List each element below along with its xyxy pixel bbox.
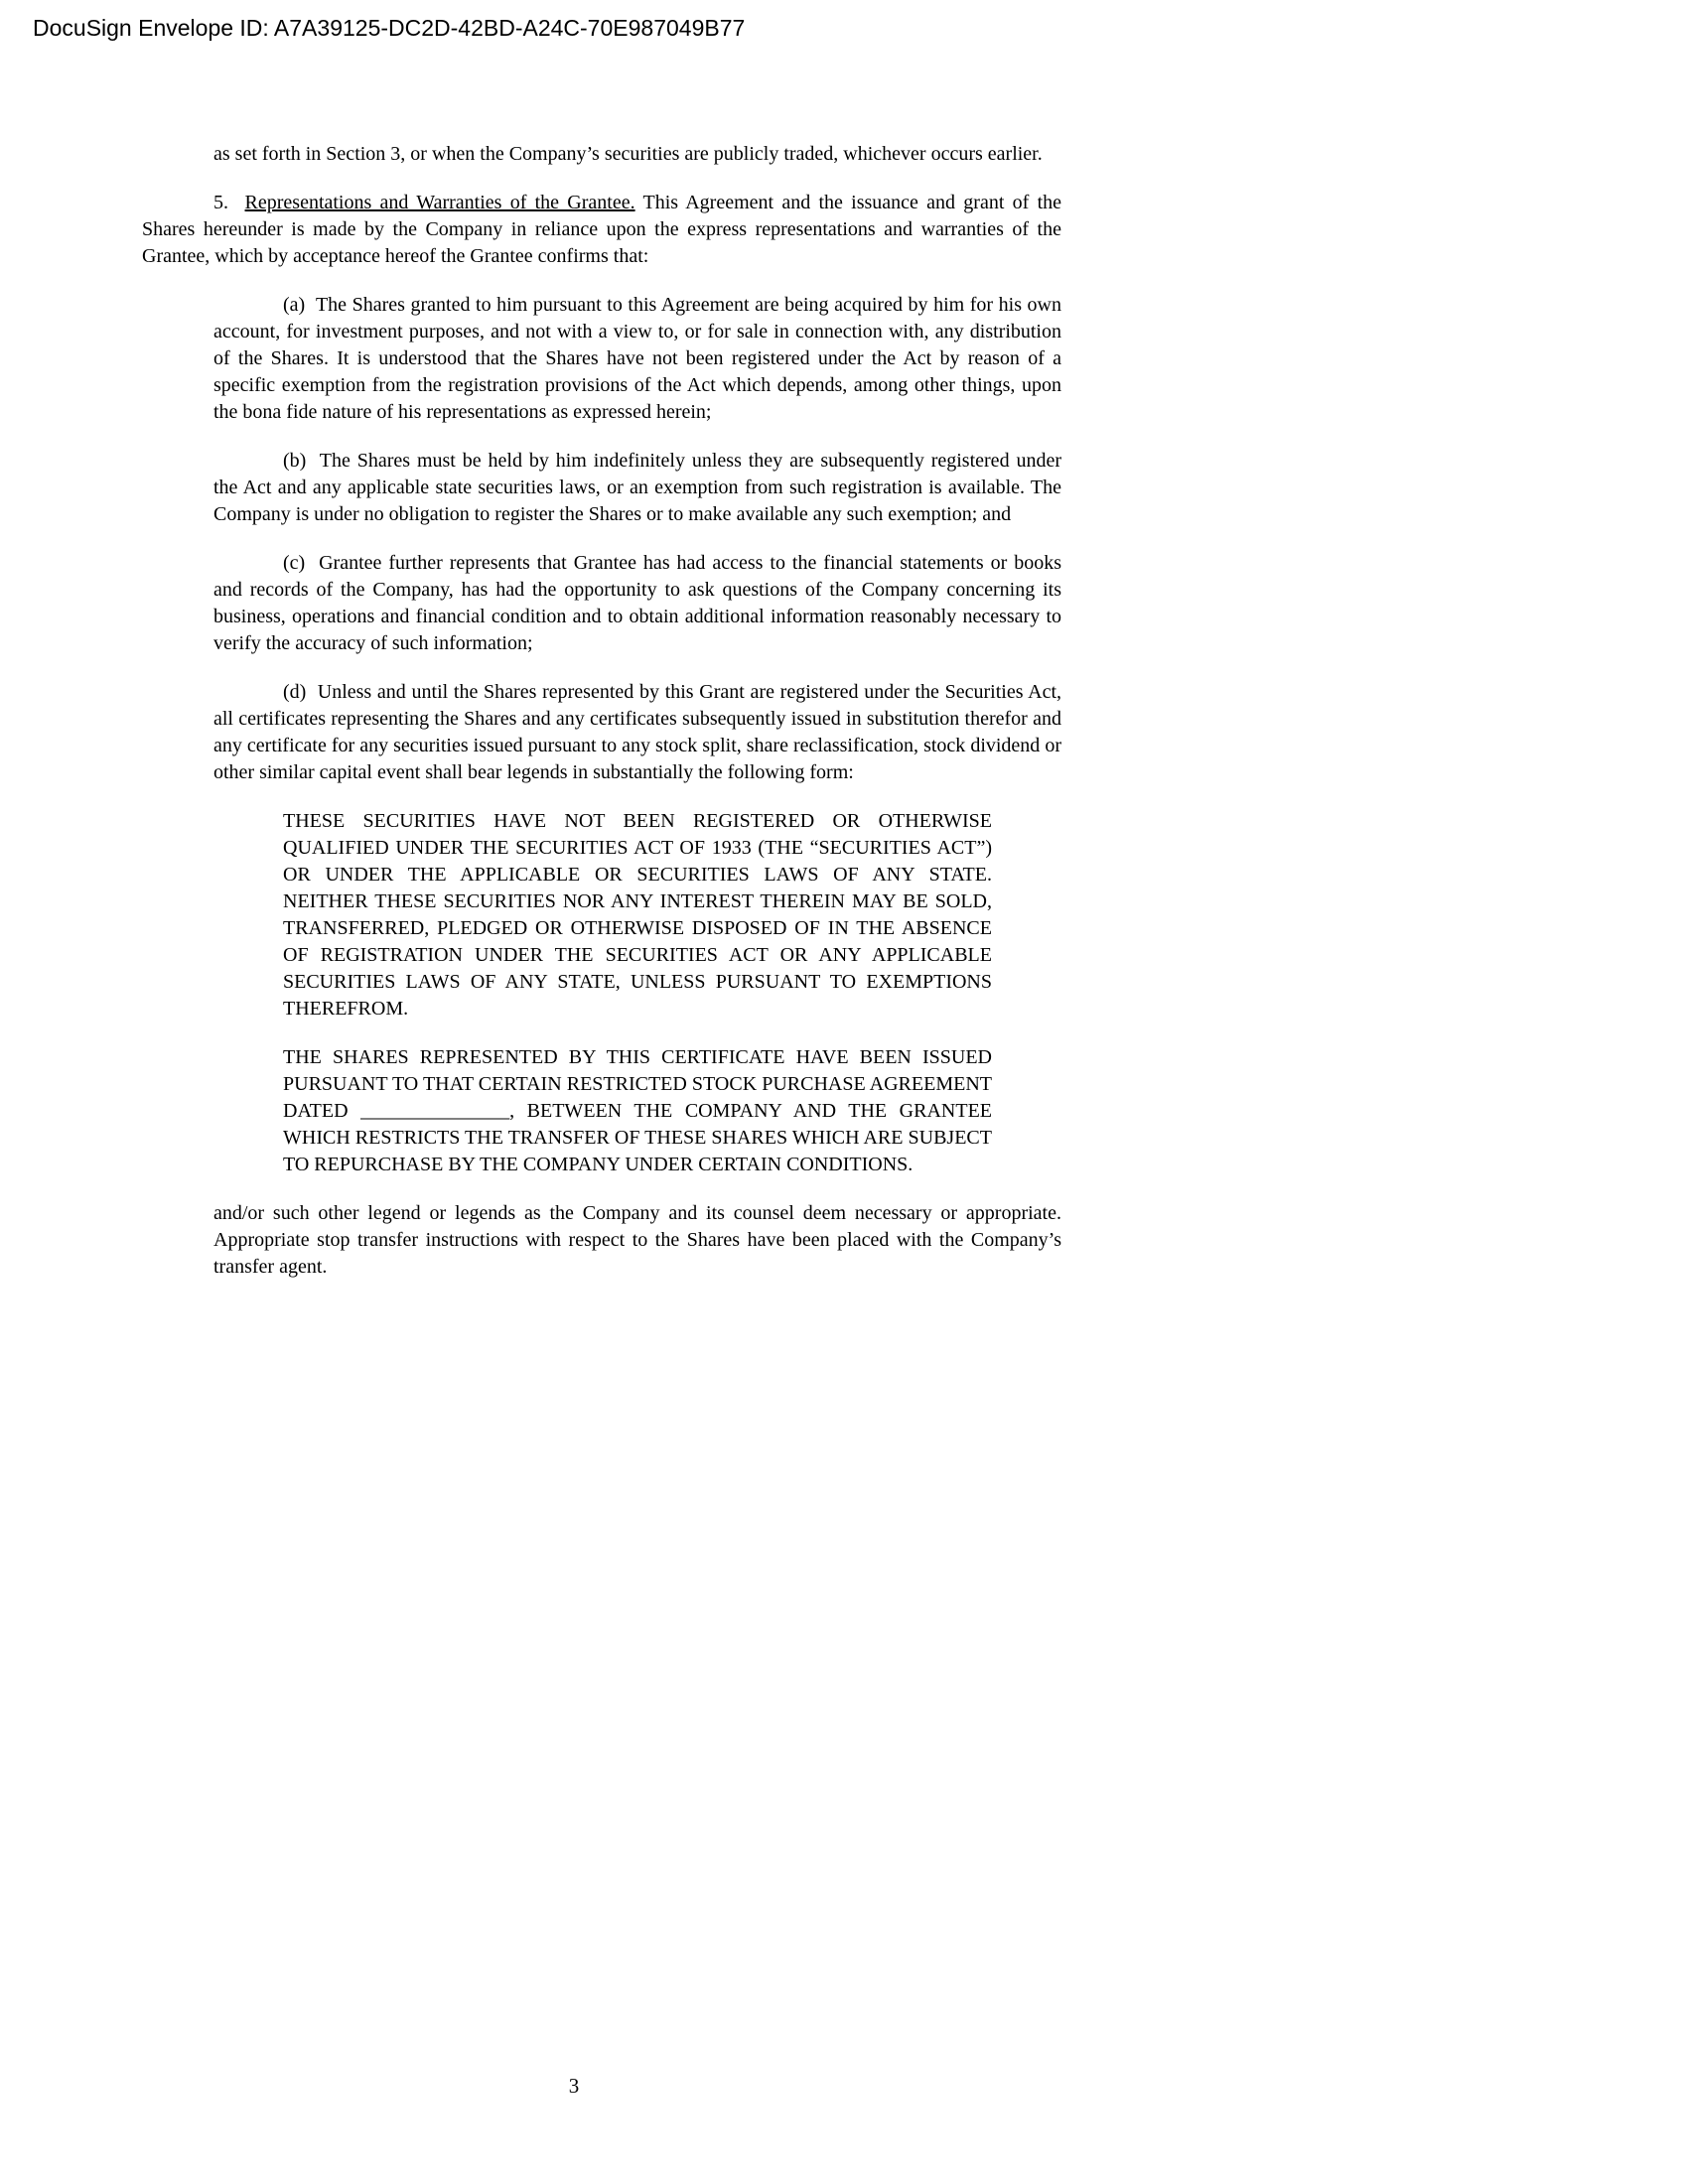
docusign-envelope-id: DocuSign Envelope ID: A7A39125-DC2D-42BD-A24C-70E987049B77: [33, 15, 746, 41]
subparagraph-b: [213, 448, 1061, 528]
subparagraph-d-label: (d): [283, 681, 307, 703]
subparagraph-d: [213, 679, 1061, 786]
subparagraph-c-label: (c): [283, 552, 306, 574]
section-5-lead-text: This Agreement and the issuance and grant of the Shares hereunder is made by the Company in reliance upon the express representations and warranties of the Grantee, which by acceptance hereof the Grantee confirms that:: [142, 192, 1061, 267]
securities-legend-2: THE SHARES REPRESENTED BY THIS CERTIFICATE HAVE BEEN ISSUED PURSUANT TO THAT CERTAIN RESTRICTED STOCK PURCHASE AGREEMENT DATED _______________, BETWEEN THE COMPANY AND THE GRANTEE WHICH RESTRICTS THE TRANSFER OF THESE SHARES WHICH ARE SUBJECT TO REPURCHASE BY THE COMPANY UNDER CERTAIN CONDITIONS.: [283, 1046, 992, 1175]
subparagraph-b-text: The Shares must be held by him indefinitely unless they are subsequently registered under the Act and any applicable state securities laws, or an exemption from such registration is available. The Company is under no obligation to register the Shares or to make available any such exemption; and: [213, 450, 1061, 525]
document-content: [142, 141, 1061, 1302]
section-5-number: 5.: [213, 192, 228, 213]
page-number: 3: [568, 2074, 580, 2098]
subparagraph-c-text: Grantee further represents that Grantee has had access to the financial statements or books and records of the Company, has had the opportunity to ask questions of the Company concerning its business, operations and financial condition and to obtain additional information reasonably necessary to verify the accuracy of such information;: [213, 552, 1061, 654]
subparagraph-d-text: Unless and until the Shares represented by this Grant are registered under the Securities Act, all certificates representing the Shares and any certificates subsequently issued in substitution therefor and any certificate for any securities issued pursuant to any stock split, share reclassification, stock dividend or other similar capital event shall bear legends in substantially the following form:: [213, 681, 1062, 783]
subparagraph-c: [213, 550, 1061, 657]
intro-paragraph: as set forth in Section 3, or when the Company’s securities are publicly traded, whichever occurs earlier.: [213, 143, 1043, 165]
section-5-paragraph: [142, 190, 1061, 270]
section-5-heading: Representations and Warranties of the Grantee.: [244, 192, 635, 213]
closing-paragraph: and/or such other legend or legends as the Company and its counsel deem necessary or appropriate. Appropriate stop transfer instructions with respect to the Shares have been placed with the Company’s transfer agent.: [213, 1202, 1061, 1278]
subparagraph-a: [213, 292, 1061, 426]
subparagraph-a-label: (a): [283, 294, 306, 316]
securities-legend-1: THESE SECURITIES HAVE NOT BEEN REGISTERED OR OTHERWISE QUALIFIED UNDER THE SECURITIES ACT OF 1933 (THE “SECURITIES ACT”) OR UNDER THE APPLICABLE OR SECURITIES LAWS OF ANY STATE. NEITHER THESE SECURITIES NOR ANY INTEREST THEREIN MAY BE SOLD, TRANSFERRED, PLEDGED OR OTHERWISE DISPOSED OF IN THE ABSENCE OF REGISTRATION UNDER THE SECURITIES ACT OR ANY APPLICABLE SECURITIES LAWS OF ANY STATE, UNLESS PURSUANT TO EXEMPTIONS THEREFROM.: [283, 810, 992, 1020]
subparagraph-a-text: The Shares granted to him pursuant to this Agreement are being acquired by him for his own account, for investment purposes, and not with a view to, or for sale in connection with, any distribution of the Shares. It is understood that the Shares have not been registered under the Act by reason of a specific exemption from the registration provisions of the Act which depends, among other things, upon the bona fide nature of his representations as expressed herein;: [213, 294, 1061, 423]
subparagraph-b-label: (b): [283, 450, 307, 472]
